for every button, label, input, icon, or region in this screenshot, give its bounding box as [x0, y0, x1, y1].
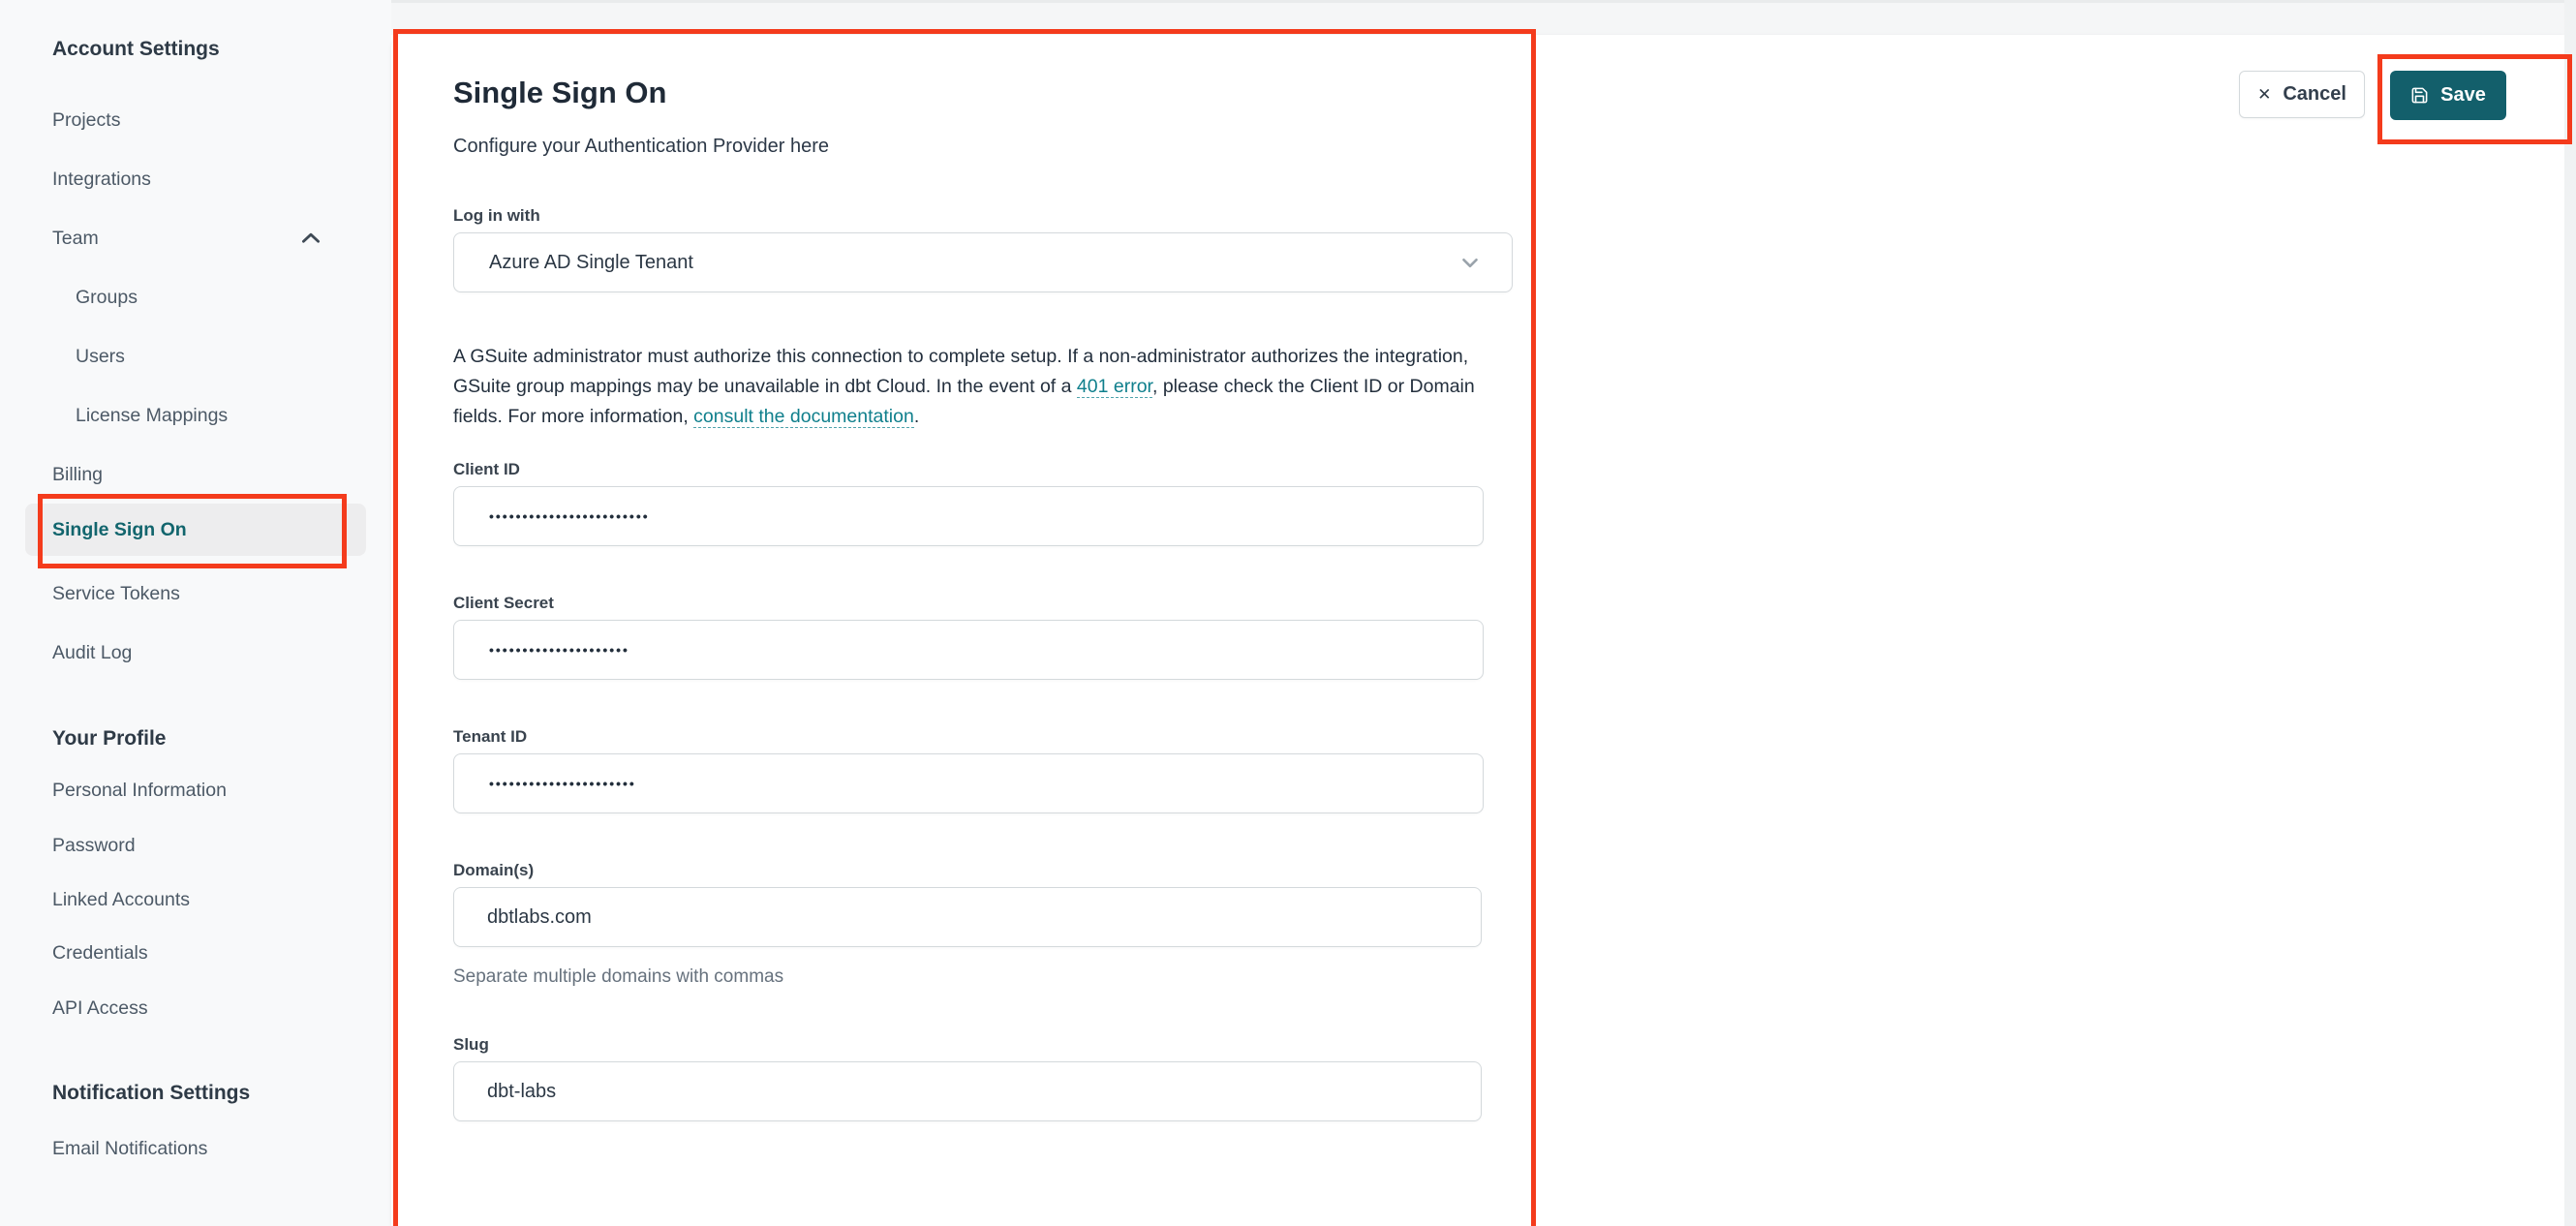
- client-secret-label: Client Secret: [453, 594, 554, 612]
- login-with-label: Log in with: [453, 206, 540, 225]
- page-title: Single Sign On: [453, 76, 667, 109]
- sidebar-item-audit-log[interactable]: Audit Log: [52, 642, 133, 663]
- domains-label: Domain(s): [453, 861, 535, 879]
- notice-segment: , please check the Client ID or Domain fields. For more information,: [453, 375, 1475, 427]
- tenant-id-label: Tenant ID: [453, 727, 528, 746]
- close-icon: ✕: [2257, 85, 2272, 104]
- sidebar-item-email-notifications[interactable]: Email Notifications: [52, 1138, 208, 1159]
- save-button-label: Save: [2440, 84, 2486, 106]
- client-id-label: Client ID: [453, 460, 520, 478]
- client-id-input[interactable]: [453, 486, 1484, 546]
- sidebar-item-integrations[interactable]: Integrations: [52, 169, 151, 190]
- sidebar-item-billing[interactable]: Billing: [52, 464, 104, 485]
- sidebar-header-your-profile: Your Profile: [52, 727, 167, 750]
- settings-sidebar: [0, 0, 391, 1226]
- slug-label: Slug: [453, 1035, 489, 1054]
- client-secret-input[interactable]: [453, 620, 1484, 680]
- auth-provider-select[interactable]: [453, 232, 1513, 292]
- sidebar-item-service-tokens[interactable]: Service Tokens: [52, 583, 180, 604]
- notice-segment: .: [913, 405, 920, 427]
- save-icon: [2410, 86, 2429, 105]
- sidebar-item-credentials[interactable]: Credentials: [52, 942, 148, 964]
- gsuite-notice-text: [453, 342, 1494, 432]
- sidebar-item-team[interactable]: Team: [52, 228, 99, 249]
- sidebar-item-projects[interactable]: Projects: [52, 109, 121, 131]
- top-strip: [391, 3, 2576, 35]
- sidebar-item-groups[interactable]: Groups: [76, 287, 138, 308]
- notice-segment: A GSuite administrator must authorize this connection to complete setup. If a non-administrator authorizes the integration, GSuite group mappings may be unavailable in dbt Cloud. In the event of a: [453, 345, 1469, 397]
- sidebar-header-account-settings: Account Settings: [52, 38, 220, 60]
- chevron-down-icon: [1457, 250, 1483, 275]
- sidebar-item-api-access[interactable]: API Access: [52, 997, 148, 1019]
- sidebar-item-personal-information[interactable]: Personal Information: [52, 780, 227, 801]
- domains-input[interactable]: [453, 887, 1482, 947]
- sidebar-item-password[interactable]: Password: [52, 835, 136, 856]
- auth-provider-selected-value: Azure AD Single Tenant: [489, 251, 693, 273]
- sidebar-item-linked-accounts[interactable]: Linked Accounts: [52, 889, 191, 910]
- page-subtitle: Configure your Authentication Provider here: [453, 136, 830, 157]
- sidebar-item-users[interactable]: Users: [76, 346, 125, 367]
- sidebar-header-notification-settings: Notification Settings: [52, 1082, 251, 1104]
- chevron-up-icon[interactable]: [298, 226, 323, 251]
- save-button[interactable]: [2390, 71, 2506, 120]
- cancel-button-label: Cancel: [2283, 83, 2346, 105]
- cancel-button[interactable]: [2239, 71, 2365, 118]
- scrollbar-track[interactable]: [2564, 0, 2576, 1226]
- link-consult-documentation[interactable]: consult the documentation: [693, 405, 914, 427]
- slug-input[interactable]: [453, 1061, 1482, 1121]
- tenant-id-input[interactable]: [453, 753, 1484, 813]
- sidebar-item-license-mappings[interactable]: License Mappings: [76, 405, 229, 426]
- link-401-error[interactable]: 401 error: [1076, 375, 1152, 397]
- domains-help-text: Separate multiple domains with commas: [453, 966, 784, 987]
- sidebar-item-single-sign-on[interactable]: Single Sign On: [52, 519, 187, 540]
